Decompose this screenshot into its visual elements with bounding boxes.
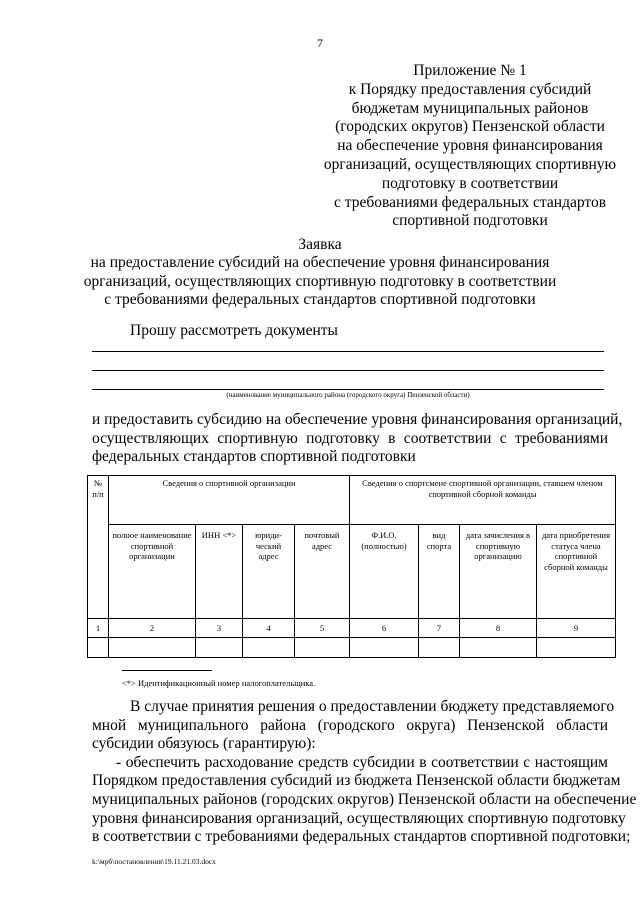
empty-cell [460, 638, 537, 658]
column-number: 7 [419, 619, 460, 638]
column-number: 4 [243, 619, 295, 638]
organization-table [87, 475, 616, 658]
appendix-line: к Порядку предоставления субсидий [348, 80, 592, 98]
subtitle-line: с требованиями федеральных стандартов спортивной подготовки [104, 291, 536, 308]
paragraph-line: и предоставить субсидию на обеспечение уровня финансирования организаций, [92, 411, 623, 428]
empty-cell [350, 638, 419, 658]
empty-cell [537, 638, 616, 658]
empty-cell [243, 638, 295, 658]
fill-in-line [92, 351, 604, 352]
appendix-line: спортивной подготовки [392, 212, 548, 230]
header-enrollment-date: дата зачисления в спортивную организацию [460, 525, 537, 619]
header-team-status-date: дата приобретения статуса члена спортивной сборной команды [537, 525, 616, 619]
header-athlete-group: Сведения о спортсмене спортивной организации, ставшем членом спортивной сборной команды [350, 476, 616, 525]
page-number: 7 [317, 36, 323, 50]
paragraph-line: осуществляющих спортивную подготовку в соответствии с требованиями [92, 429, 608, 447]
paragraph-line: уровня финансирования организаций, осуществляющих спортивную подготовку [92, 809, 626, 827]
paragraph-line: федеральных стандартов спортивной подготовки [92, 448, 416, 465]
empty-cell [419, 638, 460, 658]
column-number: 9 [537, 619, 616, 638]
header-full-name: полное наименование спортивной организации [109, 525, 196, 619]
paragraph-line: Порядком предоставления субсидий из бюджета Пензенской области бюджетам [92, 772, 621, 790]
paragraph-line: - обеспечить расходование средств субсидии в соответствии с настоящим [116, 753, 608, 771]
header-postal-address: почтовый адрес [295, 525, 350, 619]
appendix-header [300, 62, 640, 231]
column-number: 2 [109, 619, 196, 638]
paragraph-line: в соответствии с требованиями федеральных стандартов спортивной подготовки; [92, 828, 631, 846]
document-subtitle [40, 254, 600, 310]
empty-cell [88, 638, 109, 658]
request-text: Прошу рассмотреть документы [130, 322, 338, 339]
footnote-divider [122, 670, 212, 671]
header-sport: вид спорта [419, 525, 460, 619]
fill-in-line [92, 389, 604, 390]
header-organization-group: Сведения о спортивной организации [109, 476, 350, 525]
appendix-line: Приложение № 1 [413, 62, 527, 79]
appendix-line: с требованиями федеральных стандартов [333, 193, 607, 211]
footnote: <*> Идентификационный номер налогоплательщика. [122, 678, 316, 688]
column-number: 8 [460, 619, 537, 638]
appendix-line: бюджетам муниципальных районов [351, 99, 589, 117]
column-number: 1 [88, 619, 109, 638]
document-title: Заявка [298, 236, 342, 253]
paragraph-line: В случае принятия решения о предоставлении бюджету представляемого [130, 698, 615, 715]
column-number: 3 [196, 619, 243, 638]
empty-cell [109, 638, 196, 658]
appendix-line: на обеспечение уровня финансирования [337, 137, 603, 155]
paragraph-line: мной муниципального района (городского округа) Пензенской области [92, 716, 608, 734]
subtitle-line: на предоставление субсидий на обеспечение уровня финансирования [90, 254, 550, 271]
column-number: 6 [350, 619, 419, 638]
paragraph-line: субсидии обязуюсь (гарантирую): [92, 735, 316, 753]
fill-in-line [92, 370, 604, 371]
appendix-line: организаций, осуществляющих спортивную [323, 155, 617, 173]
column-number: 5 [295, 619, 350, 638]
appendix-line: подготовку в соответствии [381, 174, 559, 192]
paragraph-line: муниципальных районов (городских округов) Пензенской области на обеспечение [92, 790, 637, 808]
obligation-paragraph [92, 698, 637, 847]
appendix-line: (городских округов) Пензенской области [335, 118, 605, 136]
header-legal-address: юриди-ческий адрес [243, 525, 295, 619]
fill-in-caption: (наименование муниципального района (городского округа) Пензенской области) [226, 391, 470, 399]
header-fio: Ф.И.О. (полностью) [350, 525, 419, 619]
request-paragraph [92, 411, 623, 467]
header-num: № п/п [88, 476, 109, 619]
empty-cell [196, 638, 243, 658]
header-inn: ИНН <*> [196, 525, 243, 619]
empty-cell [295, 638, 350, 658]
subtitle-line: организаций, осуществляющих спортивную подготовку в соответствии [83, 272, 557, 290]
file-path: k:\мрб\постановления\19.11.21.03.docx [92, 857, 216, 866]
